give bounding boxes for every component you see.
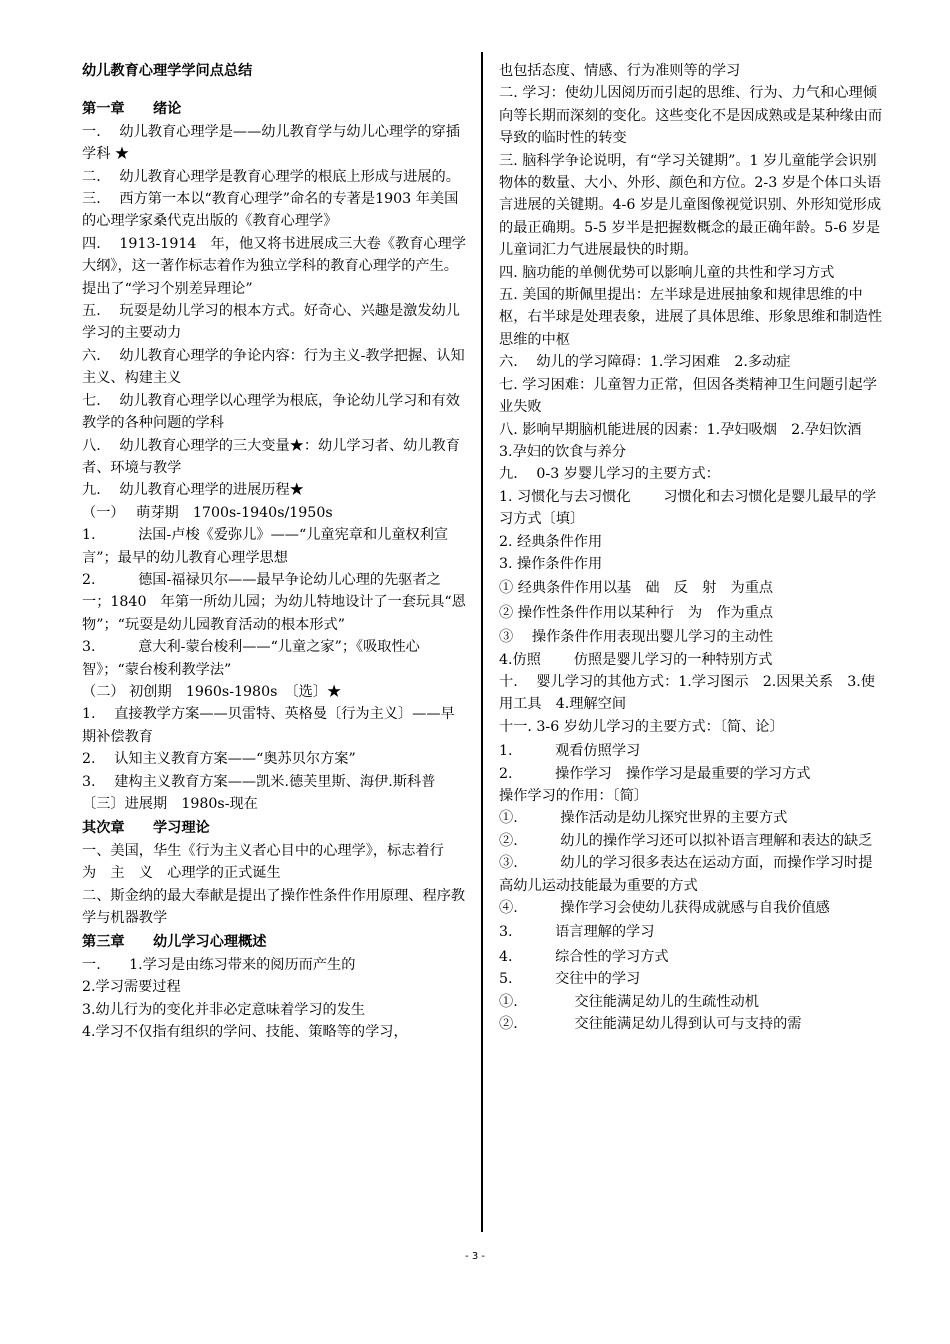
paragraph: 1. 直接教学方案——贝雷特、英格曼〔行为主义〕——早期补偿教育 [82, 706, 455, 745]
paragraph: 4. 综合性的学习方式 [499, 948, 669, 965]
paragraph: 3. 操作条件作用 [499, 555, 603, 572]
paragraph: 也包括态度、情感、行为准则等的学习 [499, 63, 741, 79]
paragraph: 二、斯金纳的最大奉献是提出了操作性条件作用原理、程序教学与机器教学 [82, 887, 466, 927]
paragraph: 八. 影响早期脑机能进展的因素：1.孕妇吸烟 2.孕妇饮酒 3.孕妇的饮食与养分 [499, 421, 876, 460]
paragraph: 3. 语言理解的学习 [499, 924, 655, 941]
paragraph: ①. 交往能满足幼儿的生疏性动机 [499, 993, 759, 1010]
paragraph: ①. 操作活动是幼儿探究世界的主要方式 [499, 810, 788, 827]
paragraph: 〔三〕进展期 1980s-现在 [82, 796, 258, 812]
paragraph: 七. 幼儿教育心理学以心理学为根底，争论幼儿学习和有效教学的各种问题的学科 [82, 392, 460, 432]
paragraph: ① 经典条件作用以基 础 反 射 为重点 [499, 580, 774, 597]
left-column [82, 60, 466, 1043]
paragraph: ③ 操作条件作用表现出婴儿学习的主动性 [499, 629, 774, 646]
paragraph: 3.幼儿行为的变化并非必定意味着学习的发生 [82, 1001, 366, 1018]
paragraph: 十一. 3-6 岁幼儿学习的主要方式：〔简、论〕 [499, 718, 784, 735]
paragraph: 八. 幼儿教育心理学的三大变量★：幼儿学习者、幼儿教育者、环境与教学 [82, 437, 460, 476]
paragraph: 1. 习惯化与去习惯化 习惯化和去习惯化是婴儿最早的学习方式〔填〕 [499, 488, 877, 528]
paragraph: 二. 幼儿教育心理学是教育心理学的根底上形成与进展的。 [82, 168, 460, 185]
paragraph: （一） 萌芽期 1700s-1940s/1950s [82, 504, 333, 521]
paragraph: （二） 初创期 1960s-1980s 〔选〕★ [82, 683, 342, 700]
paragraph: 5. 交往中的学习 [499, 971, 641, 988]
paragraph: 二. 学习：使幼儿因阅历而引起的思维、行为、力气和心理倾向等长期而深刻的变化。这些变化不是因成熟或是某种缘由而导致的临时性的转变 [499, 85, 883, 147]
paragraph: 六. 幼儿的学习障碍：1.学习困难 2.多动症 [499, 354, 791, 371]
paragraph: ② 操作性条件作用以某种行 为 作为重点 [499, 604, 774, 621]
paragraph: 4.学习不仅指有组织的学问、技能、策略等的学习， [82, 1024, 408, 1041]
paragraph: 2. 经典条件作用 [499, 533, 603, 550]
paragraph: 2. 操作学习 操作学习是最重要的学习方式 [499, 765, 811, 782]
paragraph: 七. 学习困难：儿童智力正常，但因各类精神卫生问题引起学业失败 [499, 376, 877, 416]
paragraph: ③. 幼儿的学习很多表达在运动方面，而操作学习时提高幼儿运动技能最为重要的方式 [499, 855, 873, 894]
chapter-1-heading: 第一章 绪论 [82, 101, 182, 118]
paragraph: 三. 脑科学争论说明，有“学习关键期”。1 岁儿童能学会识别物体的数量、大小、外形、颜色和方位。2-3 岁是个体口头语言进展的关键期。4-6 岁是儿童图像视觉识别、外形知觉形成的最正确期。5-5 岁半是把握数概念的最正确年龄。5-6 岁是儿童词汇力气进展最快的时期。 [499, 152, 882, 259]
paragraph: 2. 认知主义教育方案——“奥苏贝尔方案” [82, 751, 356, 768]
paragraph: 一、美国，华生《行为主义者心目中的心理学》，标志着行 为 主 义 心理学的正式诞生 [82, 842, 458, 882]
paragraph: 五. 美国的斯佩里提出：左半球是进展抽象和规律思维的中枢，右半球是处理表象，进展了具体思维、形象思维和制造性思维的中枢 [499, 287, 883, 348]
paragraph: 2.学习需要过程 [82, 979, 181, 996]
paragraph: 九. 幼儿教育心理学的进展历程★ [82, 482, 304, 499]
paragraph: 3. 建构主义教育方案——凯米.德芙里斯、海伊.斯科普 [82, 773, 436, 790]
paragraph: ②. 幼儿的操作学习还可以拟补语言理解和表达的缺乏 [499, 832, 873, 849]
paragraph: 2. 德国-福禄贝尔——最早争论幼儿心理的先驱者之一；1840 年第一所幼儿园；为幼儿特地设计了一套玩具“恩物”；“玩耍是幼儿园教育活动的根本形式” [82, 571, 466, 633]
paragraph: 五. 玩耍是幼儿学习的根本方式。好奇心、兴趣是激发幼儿学习的主要动力 [82, 303, 460, 342]
paragraph: 四. 1913-1914 年，他又将书进展成三大卷《教育心理学大纲》，这一著作标志着作为独立学科的教育心理学的产生。提出了“学习个别差异理论” [82, 235, 466, 297]
chapter-2-heading: 其次章 学习理论 [82, 820, 210, 837]
paragraph: 十. 婴儿学习的其他方式：1.学习图示 2.因果关系 3.使用工具 4.理解空间 [499, 673, 875, 713]
paragraph: ④. 操作学习会使幼儿获得成就感与自我价值感 [499, 900, 830, 917]
paragraph: 一. 1.学习是由练习带来的阅历而产生的 [82, 956, 356, 973]
paragraph: 4.仿照 仿照是婴儿学习的一种特别方式 [499, 651, 773, 668]
paragraph: 1. 法国-卢梭《爱弥儿》——“儿童宪章和儿童权利宣言”；最早的幼儿教育心理学思想 [82, 527, 449, 566]
page-number: - 3 - [465, 1251, 485, 1262]
right-column [499, 60, 885, 1035]
paragraph: 1. 观看仿照学习 [499, 743, 641, 760]
paragraph: 三. 西方第一本以“教育心理学”命名的专著是1903 年美国的心理学家桑代克出版的《教育心理学》 [82, 191, 459, 230]
paragraph: 四. 脑功能的单侧优势可以影响儿童的共性和学习方式 [499, 264, 835, 281]
column-divider [481, 52, 483, 1232]
paragraph: ②. 交往能满足幼儿得到认可与支持的需 [499, 1016, 802, 1033]
paragraph: 3. 意大利-蒙台梭利——“儿童之家”；《吸取性心智》；“蒙台梭利教学法” [82, 639, 420, 678]
chapter-3-heading: 第三章 幼儿学习心理概述 [82, 934, 267, 951]
paragraph: 九. 0-3 岁婴儿学习的主要方式： [499, 466, 720, 483]
paragraph: 一. 幼儿教育心理学是——幼儿教育学与幼儿心理学的穿插学科 ★ [82, 123, 460, 163]
paragraph: 操作学习的作用：〔简〕 [499, 788, 648, 804]
paragraph: 六. 幼儿教育心理学的争论内容：行为主义-教学把握、认知主义、构建主义 [82, 347, 465, 387]
document-title: 幼儿教育心理学学问点总结 [82, 63, 253, 79]
